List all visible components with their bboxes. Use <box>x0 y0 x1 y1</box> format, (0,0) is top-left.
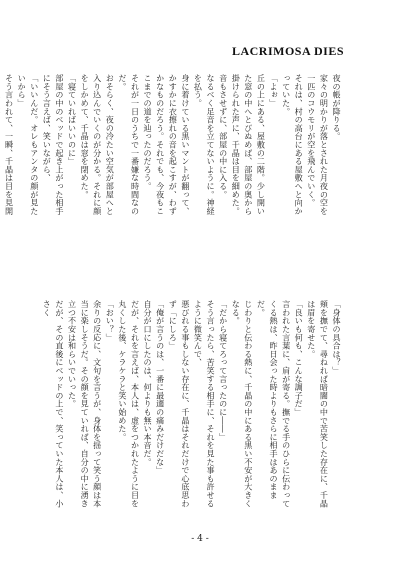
paragraph: 「寝ていればいいのに」 <box>67 74 78 166</box>
paragraph: 「おい？」 <box>105 300 116 342</box>
paragraph: それが一日のうちで一番嫌な時間なのだ。 <box>117 74 141 216</box>
upper-text-block <box>4 74 343 222</box>
paragraph: それは、村の高台にある屋敷へと向かっていた。 <box>281 74 305 216</box>
paragraph: 「いいんだ。オレもアンタの顔が見たいから」 <box>17 74 40 216</box>
paragraph: 家々の明かりが落とされた月夜の空を一匹のコウモリが空を飛んでいく。 <box>306 74 330 216</box>
paragraph: 悪びれる事もしない存在に、千晶はそれだけで心底思わず「にしろ」 <box>168 300 191 508</box>
paragraph: 「よぉ」 <box>269 74 280 108</box>
paragraph: 「俺が言うのは、一番に最適の痛みだけだな」 <box>155 300 166 475</box>
lower-text-block <box>42 300 343 512</box>
paragraph: そう言ったら、苦笑する相手に、それを見た事も許せるように微笑んで、 <box>193 300 217 508</box>
paragraph: 部屋の中のベッドで起き上がった相手にそう言えば、笑いながら、 <box>42 74 65 216</box>
paragraph: 自分が口にしたのは、何よりも無い本音だ。 <box>143 300 154 466</box>
paragraph: 「身体の具合は？」 <box>332 300 342 375</box>
paragraph: 「良いも何も、こんな調子だ」 <box>294 300 305 417</box>
paragraph: 音もさせずに、部屋の中に入る。 <box>218 74 229 199</box>
paragraph: そう言われて、一瞬、千晶は目を見開 <box>4 74 15 216</box>
paragraph: おそらく、夜の冷たい空気が部屋へと入り込んでいくのが分かる。それに顔をしかめて、千晶は窓を閉めた。 <box>80 74 116 216</box>
paragraph: 夜の帳が降りる。 <box>332 74 342 141</box>
paragraph: 身に着けている黒いマントが翻って、かすかに衣擦れの音を起こすが、わずかなものだろう。それでも、今夜もここまでの道を辿ったのだろう。 <box>143 74 191 216</box>
page-number: - 4 - <box>191 534 209 544</box>
paragraph: 余りの反応に、文句を言うが、身体を揺って笑う顔は本当に楽しそうだ。その顔を見ていれば、自分の中に湧き立つ不安は和らいでいった。 <box>67 300 103 508</box>
paragraph: だが、それを言えば、本人は、虚をつかれたように目を丸くした後、ケラケラと笑い始めた。 <box>117 300 141 508</box>
paragraph: 丘の上にある、屋敷の二階。少し開いた窓の中へとびぬめば、部屋の奥から掛けられた声に、千晶は目を細めた。 <box>231 74 267 216</box>
paragraph: だが、その直後にベッドの上で、笑っていた本人は、小さく <box>42 300 65 508</box>
paragraph: なるべく足音を立てないように。神経を払う。 <box>193 74 217 216</box>
paragraph: 「だから寝てろって言ったのに――」 <box>218 300 229 442</box>
book-title-header: LACRIMOSA DIES <box>231 44 344 58</box>
paragraph: 頬を撫でて、尋ねれば暗闇の中で苦笑した存在に、千晶は眉を寄せた。 <box>306 300 330 508</box>
paragraph: 言われた言葉に、肩が寄る。撫でる手のひらに伝わってくる熱は、昨日会った時よりもさらに相手はあのままだ。 <box>256 300 292 508</box>
paragraph: じわりと伝わる熱に、千晶の中にある黒い不安が大きくなる。 <box>231 300 254 508</box>
